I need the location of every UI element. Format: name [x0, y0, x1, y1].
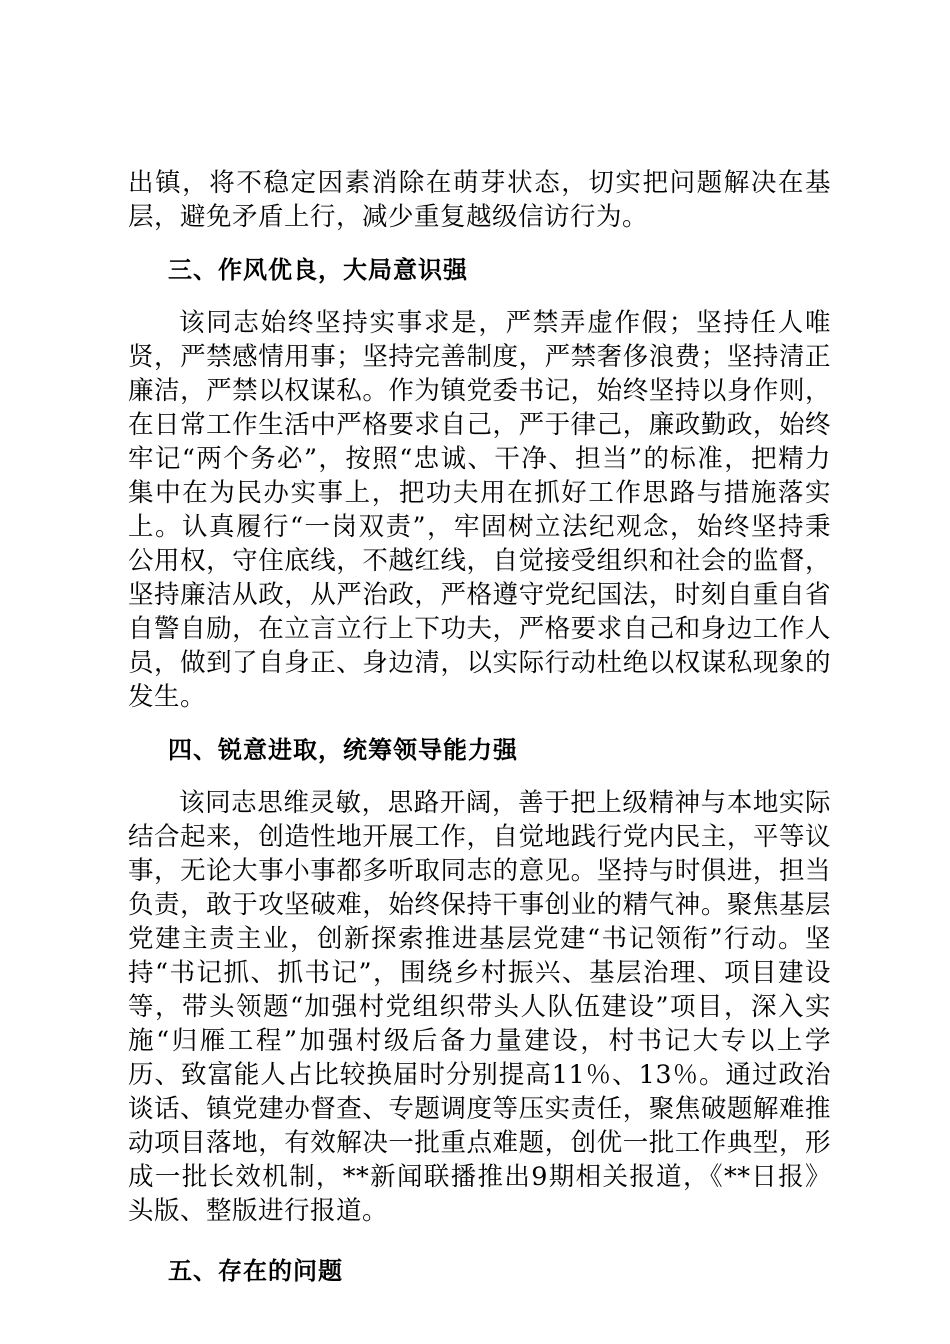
spacer: [128, 1228, 831, 1254]
section-heading-4: 四、锐意进取，统筹领导能力强: [168, 736, 518, 764]
section-body-3: 该同志始终坚持实事求是，严禁弄虚作假；坚持任人唯贤，严禁感情用事；坚持完善制度，严禁奢侈浪费；坚持清正廉洁，严禁以权谋私。作为镇党委书记，始终坚持以身作则，在日常工作生活中严格要求自己，严于律己，廉政勤政，始终牢记“两个务必”，按照“忠诚、干净、担当”的标准，把精力集中在为民办实事上，把功夫用在抓好工作思路与措施落实上。认真履行“一岗双责”，牢固树立法纪观念，始终坚持秉公用权，守住底线，不越红线，自觉接受组织和社会的监督，坚持廉洁从政，从严治政，严格遵守党纪国法，时刻自重自省自警自励，在立言立行上下功夫，严格要求自己和身边工作人员，做到了自身正、身边清，以实际行动杜绝以权谋私现象的发生。: [128, 308, 831, 712]
section-body-4: 该同志思维灵敏，思路开阔，善于把上级精神与本地实际结合起来，创造性地开展工作，自觉地践行党内民主，平等议事，无论大事小事都多听取同志的意见。坚持与时俱进，担当负责，敢于攻坚破难，始终保持干事创业的精气神。聚焦基层党建主责主业，创新探索推进基层党建“书记领衔”行动。坚持“书记抓、抓书记”，围绕乡村振兴、基层治理、项目建设等，带头领题“加强村党组织带头人队伍建设”项目，深入实施“归雁工程”加强村级后备力量建设，村书记大专以上学历、致富能人占比较换届时分别提高11％、13％。通过政治谈话、镇党建办督查、专题调度等压实责任，聚焦破题解难推动项目落地，有效解决一批重点难题，创优一批工作典型，形成一批长效机制，**新闻联播推出9期相关报道，《**日报》头版、整版进行报道。: [128, 788, 831, 1226]
paragraph-continuation: 出镇，将不稳定因素消除在萌芽状态，切实把问题解决在基层，避免矛盾上行，减少重复越级信访行为。: [128, 168, 831, 232]
spacer: [128, 767, 831, 786]
section-heading-3: 三、作风优良，大局意识强: [168, 256, 468, 284]
document-page: [128, 166, 831, 1288]
section-heading-5: 五、存在的问题: [168, 1257, 343, 1285]
spacer: [128, 234, 831, 253]
spacer: [128, 714, 831, 733]
spacer: [128, 287, 831, 306]
